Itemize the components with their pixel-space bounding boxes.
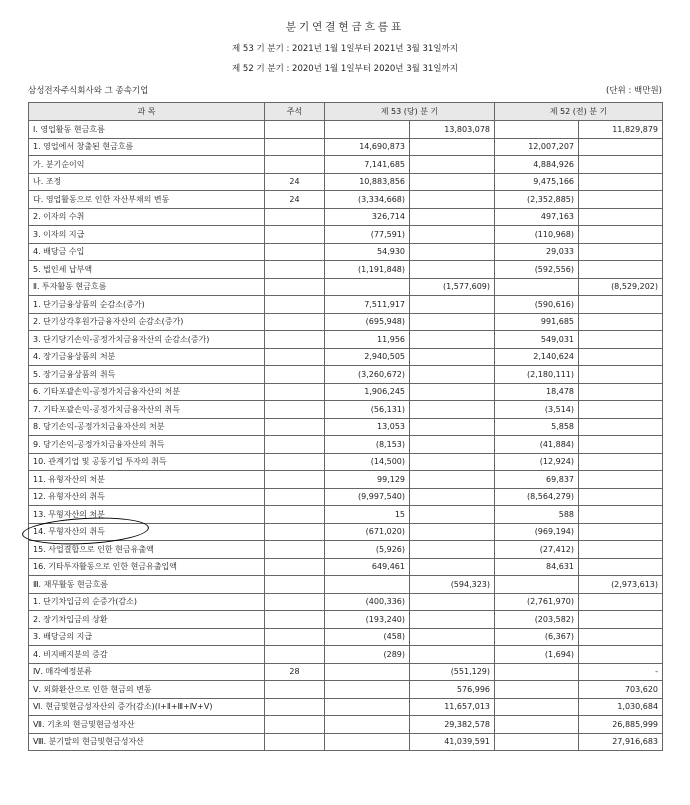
cell-prior-total: 703,620	[579, 681, 663, 699]
cell-prior-total	[579, 173, 663, 191]
table-row	[29, 418, 663, 436]
cell-item: 2. 장기차입금의 상환	[29, 611, 265, 629]
cell-item: Ⅰ. 영업활동 현금흐름	[29, 121, 265, 139]
cell-note	[265, 593, 325, 611]
cell-current-total	[410, 453, 495, 471]
cell-item: Ⅴ. 외화환산으로 인한 현금의 변동	[29, 681, 265, 699]
cell-current-detail: (8,153)	[325, 436, 410, 454]
cell-current-total	[410, 366, 495, 384]
column-header-item: 과 목	[29, 103, 265, 121]
cell-prior-total	[579, 208, 663, 226]
table-row	[29, 488, 663, 506]
cell-prior-detail: (1,694)	[495, 646, 579, 664]
cell-current-detail: (671,020)	[325, 523, 410, 541]
cell-prior-detail	[495, 663, 579, 681]
cell-item: 11. 유형자산의 처분	[29, 471, 265, 489]
unit-label: (단위 : 백만원)	[606, 86, 662, 96]
cell-prior-detail: (12,924)	[495, 453, 579, 471]
cell-current-detail	[325, 716, 410, 734]
cell-item: 3. 단기당기손익-공정가치금융자산의 순감소(증가)	[29, 331, 265, 349]
table-row	[29, 191, 663, 209]
cell-prior-total	[579, 646, 663, 664]
cell-current-total	[410, 313, 495, 331]
table-row	[29, 698, 663, 716]
cell-prior-total	[579, 453, 663, 471]
cell-current-total	[410, 436, 495, 454]
cell-prior-total: -	[579, 663, 663, 681]
cell-current-detail: (5,926)	[325, 541, 410, 559]
cell-prior-total: (8,529,202)	[579, 278, 663, 296]
cell-current-total	[410, 523, 495, 541]
cell-prior-total: 1,030,684	[579, 698, 663, 716]
cell-prior-total	[579, 226, 663, 244]
cell-prior-total	[579, 488, 663, 506]
table-row	[29, 401, 663, 419]
cell-prior-total: (2,973,613)	[579, 576, 663, 594]
table-row	[29, 663, 663, 681]
cell-item: 1. 단기차입금의 순증가(감소)	[29, 593, 265, 611]
cell-current-detail: (9,997,540)	[325, 488, 410, 506]
cell-prior-detail: 9,475,166	[495, 173, 579, 191]
company-name: 삼성전자주식회사와 그 종속기업	[28, 86, 149, 96]
cell-prior-detail	[495, 716, 579, 734]
cell-current-total	[410, 348, 495, 366]
cell-item: 15. 사업결합으로 인한 현금유출액	[29, 541, 265, 559]
cell-prior-detail: 2,140,624	[495, 348, 579, 366]
cell-prior-total	[579, 138, 663, 156]
cell-item: 12. 유형자산의 취득	[29, 488, 265, 506]
cell-prior-detail: (2,761,970)	[495, 593, 579, 611]
cell-note	[265, 331, 325, 349]
cell-prior-detail	[495, 278, 579, 296]
table-row	[29, 173, 663, 191]
cell-current-total: (594,323)	[410, 576, 495, 594]
cell-item: Ⅱ. 투자활동 현금흐름	[29, 278, 265, 296]
cell-prior-detail: 84,631	[495, 558, 579, 576]
cell-item: 4. 배당금 수입	[29, 243, 265, 261]
cell-current-total: 13,803,078	[410, 121, 495, 139]
cell-prior-detail: (3,514)	[495, 401, 579, 419]
cell-note	[265, 278, 325, 296]
cell-prior-detail: 497,163	[495, 208, 579, 226]
cell-item: 13. 무형자산의 처분	[29, 506, 265, 524]
cell-current-total: 41,039,591	[410, 733, 495, 751]
prior-period: 제 52 기 분기 : 2020년 1월 1일부터 2020년 3월 31일까지	[232, 64, 458, 74]
cell-current-total: (551,129)	[410, 663, 495, 681]
cell-item: 3. 이자의 지급	[29, 226, 265, 244]
cell-prior-total: 27,916,683	[579, 733, 663, 751]
cell-item: 2. 이자의 수취	[29, 208, 265, 226]
cell-note	[265, 453, 325, 471]
cell-current-total	[410, 471, 495, 489]
cell-note	[265, 156, 325, 174]
cell-current-detail: 1,906,245	[325, 383, 410, 401]
table-row	[29, 733, 663, 751]
cell-note	[265, 383, 325, 401]
cell-prior-total	[579, 506, 663, 524]
cell-prior-detail	[495, 733, 579, 751]
cell-current-detail: (77,591)	[325, 226, 410, 244]
cell-note	[265, 296, 325, 314]
table-row	[29, 313, 663, 331]
cell-note	[265, 506, 325, 524]
table-row	[29, 576, 663, 594]
cell-current-detail: 10,883,856	[325, 173, 410, 191]
cell-note	[265, 348, 325, 366]
cell-prior-detail: 29,033	[495, 243, 579, 261]
cell-item: Ⅷ. 분기말의 현금및현금성자산	[29, 733, 265, 751]
cell-current-total	[410, 383, 495, 401]
cell-prior-detail: (2,352,885)	[495, 191, 579, 209]
cell-item: 나. 조정	[29, 173, 265, 191]
cell-note	[265, 733, 325, 751]
cell-prior-detail: 69,837	[495, 471, 579, 489]
cell-current-detail: (193,240)	[325, 611, 410, 629]
cell-current-total	[410, 646, 495, 664]
cell-prior-total	[579, 471, 663, 489]
cell-current-detail: 326,714	[325, 208, 410, 226]
cell-prior-detail	[495, 681, 579, 699]
table-row	[29, 208, 663, 226]
cash-flow-table	[28, 102, 663, 751]
cell-current-detail: (14,500)	[325, 453, 410, 471]
cell-prior-detail: (203,582)	[495, 611, 579, 629]
cell-prior-detail: (590,616)	[495, 296, 579, 314]
cell-current-detail: 649,461	[325, 558, 410, 576]
cell-current-total	[410, 296, 495, 314]
cell-current-total	[410, 611, 495, 629]
cell-note	[265, 558, 325, 576]
cell-prior-total	[579, 366, 663, 384]
cell-prior-total	[579, 296, 663, 314]
table-row	[29, 138, 663, 156]
cell-item: 4. 장기금융상품의 처분	[29, 348, 265, 366]
cell-prior-detail: (969,194)	[495, 523, 579, 541]
cell-item: 5. 법인세 납부액	[29, 261, 265, 279]
cell-current-detail	[325, 733, 410, 751]
cell-current-detail: (3,334,668)	[325, 191, 410, 209]
cell-current-total	[410, 558, 495, 576]
table-row	[29, 156, 663, 174]
cell-prior-detail: (27,412)	[495, 541, 579, 559]
cell-prior-total	[579, 261, 663, 279]
table-row	[29, 646, 663, 664]
cell-prior-detail	[495, 121, 579, 139]
cell-prior-detail: 5,858	[495, 418, 579, 436]
cell-prior-total: 11,829,879	[579, 121, 663, 139]
cell-current-detail: 14,690,873	[325, 138, 410, 156]
table-row	[29, 331, 663, 349]
cell-current-detail: (56,131)	[325, 401, 410, 419]
cell-note	[265, 261, 325, 279]
cell-current-detail: 2,940,505	[325, 348, 410, 366]
cell-item: 9. 당기손익-공정가치금융자산의 취득	[29, 436, 265, 454]
cell-note: 24	[265, 173, 325, 191]
table-row	[29, 681, 663, 699]
cell-current-detail	[325, 576, 410, 594]
cell-item: 4. 비지배지분의 증감	[29, 646, 265, 664]
cell-prior-total	[579, 611, 663, 629]
cell-item: 가. 분기순이익	[29, 156, 265, 174]
cell-current-detail: 7,511,917	[325, 296, 410, 314]
cell-prior-total	[579, 541, 663, 559]
cell-prior-total	[579, 331, 663, 349]
cell-item: Ⅵ. 현금및현금성자산의 증가(감소)(Ⅰ+Ⅱ+Ⅲ+Ⅳ+Ⅴ)	[29, 698, 265, 716]
cell-note	[265, 576, 325, 594]
cell-prior-total	[579, 348, 663, 366]
cell-current-total	[410, 208, 495, 226]
cell-current-total	[410, 593, 495, 611]
cell-current-detail: (695,948)	[325, 313, 410, 331]
table-row	[29, 226, 663, 244]
cell-item: 6. 기타포괄손익-공정가치금융자산의 처분	[29, 383, 265, 401]
cell-item: Ⅶ. 기초의 현금및현금성자산	[29, 716, 265, 734]
cell-note	[265, 366, 325, 384]
cell-current-total: 11,657,013	[410, 698, 495, 716]
table-row	[29, 348, 663, 366]
cell-prior-detail: (592,556)	[495, 261, 579, 279]
cell-prior-detail: (41,884)	[495, 436, 579, 454]
cell-note	[265, 698, 325, 716]
cell-note	[265, 121, 325, 139]
cell-current-total: 576,996	[410, 681, 495, 699]
cell-prior-detail: (110,968)	[495, 226, 579, 244]
table-row	[29, 278, 663, 296]
cell-prior-total	[579, 156, 663, 174]
table-row	[29, 436, 663, 454]
cell-prior-detail: (2,180,111)	[495, 366, 579, 384]
table-row	[29, 541, 663, 559]
cell-item: Ⅳ. 매각예정분류	[29, 663, 265, 681]
table-header-row	[29, 103, 663, 121]
cell-note	[265, 226, 325, 244]
cell-note	[265, 436, 325, 454]
cell-prior-total	[579, 383, 663, 401]
table-row	[29, 471, 663, 489]
cell-current-detail: 11,956	[325, 331, 410, 349]
cell-note: 24	[265, 191, 325, 209]
cell-note	[265, 716, 325, 734]
cell-prior-detail: 549,031	[495, 331, 579, 349]
cell-item: 2. 단기상각후원가금융자산의 순감소(증가)	[29, 313, 265, 331]
cell-current-total	[410, 156, 495, 174]
cell-note	[265, 488, 325, 506]
cell-note	[265, 523, 325, 541]
cell-current-detail: (400,336)	[325, 593, 410, 611]
cell-item: 5. 장기금융상품의 취득	[29, 366, 265, 384]
cell-current-detail: 7,141,685	[325, 156, 410, 174]
cell-item: 3. 배당금의 지급	[29, 628, 265, 646]
cell-prior-detail: 991,685	[495, 313, 579, 331]
table-row	[29, 383, 663, 401]
table-row	[29, 121, 663, 139]
cell-prior-total	[579, 523, 663, 541]
cell-note	[265, 138, 325, 156]
cell-current-total	[410, 173, 495, 191]
cell-current-total: 29,382,578	[410, 716, 495, 734]
cell-note	[265, 418, 325, 436]
cell-current-detail	[325, 663, 410, 681]
cell-current-detail: 54,930	[325, 243, 410, 261]
current-period: 제 53 기 분기 : 2021년 1월 1일부터 2021년 3월 31일까지	[232, 44, 458, 54]
cell-prior-total	[579, 401, 663, 419]
cell-prior-detail: (8,564,279)	[495, 488, 579, 506]
cell-current-total	[410, 191, 495, 209]
cell-current-detail	[325, 278, 410, 296]
table-row	[29, 243, 663, 261]
cell-prior-detail: 4,884,926	[495, 156, 579, 174]
table-row	[29, 628, 663, 646]
cell-item: 1. 영업에서 창출된 현금흐름	[29, 138, 265, 156]
cell-item: 14. 무형자산의 취득	[29, 523, 265, 541]
cell-prior-detail: 12,007,207	[495, 138, 579, 156]
cell-current-detail: (289)	[325, 646, 410, 664]
cell-prior-detail	[495, 698, 579, 716]
cell-item: 다. 영업활동으로 인한 자산부채의 변동	[29, 191, 265, 209]
cell-current-total	[410, 506, 495, 524]
table-row	[29, 558, 663, 576]
cell-prior-total	[579, 191, 663, 209]
cell-current-total	[410, 401, 495, 419]
table-row	[29, 453, 663, 471]
cell-note	[265, 208, 325, 226]
cell-current-detail: (3,260,672)	[325, 366, 410, 384]
table-row	[29, 716, 663, 734]
cell-note: 28	[265, 663, 325, 681]
cell-current-detail: (1,191,848)	[325, 261, 410, 279]
cell-prior-total: 26,885,999	[579, 716, 663, 734]
cell-prior-total	[579, 418, 663, 436]
table-row	[29, 296, 663, 314]
cell-prior-total	[579, 436, 663, 454]
cell-item: 1. 단기금융상품의 순감소(증가)	[29, 296, 265, 314]
cell-current-detail: 15	[325, 506, 410, 524]
cell-note	[265, 628, 325, 646]
cell-note	[265, 611, 325, 629]
cell-current-total: (1,577,609)	[410, 278, 495, 296]
cell-note	[265, 646, 325, 664]
cell-prior-detail: (6,367)	[495, 628, 579, 646]
cell-prior-detail: 588	[495, 506, 579, 524]
cell-prior-total	[579, 628, 663, 646]
column-header-prior: 제 52 (전) 분 기	[495, 103, 663, 121]
cell-prior-total	[579, 593, 663, 611]
cell-item: 8. 당기손익-공정가치금융자산의 처분	[29, 418, 265, 436]
cell-current-detail: 13,053	[325, 418, 410, 436]
cell-item: 7. 기타포괄손익-공정가치금융자산의 취득	[29, 401, 265, 419]
table-row	[29, 366, 663, 384]
cell-current-total	[410, 261, 495, 279]
cell-prior-detail: 18,478	[495, 383, 579, 401]
statement-title: 분기연결현금흐름표	[285, 21, 405, 33]
cell-current-detail	[325, 681, 410, 699]
cell-note	[265, 681, 325, 699]
cell-current-total	[410, 418, 495, 436]
cell-prior-detail	[495, 576, 579, 594]
column-header-current: 제 53 (당) 분 기	[325, 103, 495, 121]
cell-prior-total	[579, 313, 663, 331]
table-row	[29, 261, 663, 279]
cell-prior-total	[579, 243, 663, 261]
cell-note	[265, 313, 325, 331]
cell-current-total	[410, 138, 495, 156]
cell-current-total	[410, 243, 495, 261]
cell-current-detail: 99,129	[325, 471, 410, 489]
cell-note	[265, 401, 325, 419]
cell-item: 16. 기타투자활동으로 인한 현금유출입액	[29, 558, 265, 576]
cell-item: Ⅲ. 재무활동 현금흐름	[29, 576, 265, 594]
cell-note	[265, 243, 325, 261]
cell-current-total	[410, 226, 495, 244]
column-header-note: 주석	[265, 103, 325, 121]
table-row	[29, 611, 663, 629]
cell-note	[265, 471, 325, 489]
cell-current-detail	[325, 698, 410, 716]
cell-current-total	[410, 331, 495, 349]
table-row	[29, 593, 663, 611]
cell-prior-total	[579, 558, 663, 576]
cell-note	[265, 541, 325, 559]
cell-current-total	[410, 541, 495, 559]
cell-item: 10. 관계기업 및 공동기업 투자의 취득	[29, 453, 265, 471]
cell-current-total	[410, 628, 495, 646]
cell-current-detail	[325, 121, 410, 139]
cell-current-detail: (458)	[325, 628, 410, 646]
cell-current-total	[410, 488, 495, 506]
